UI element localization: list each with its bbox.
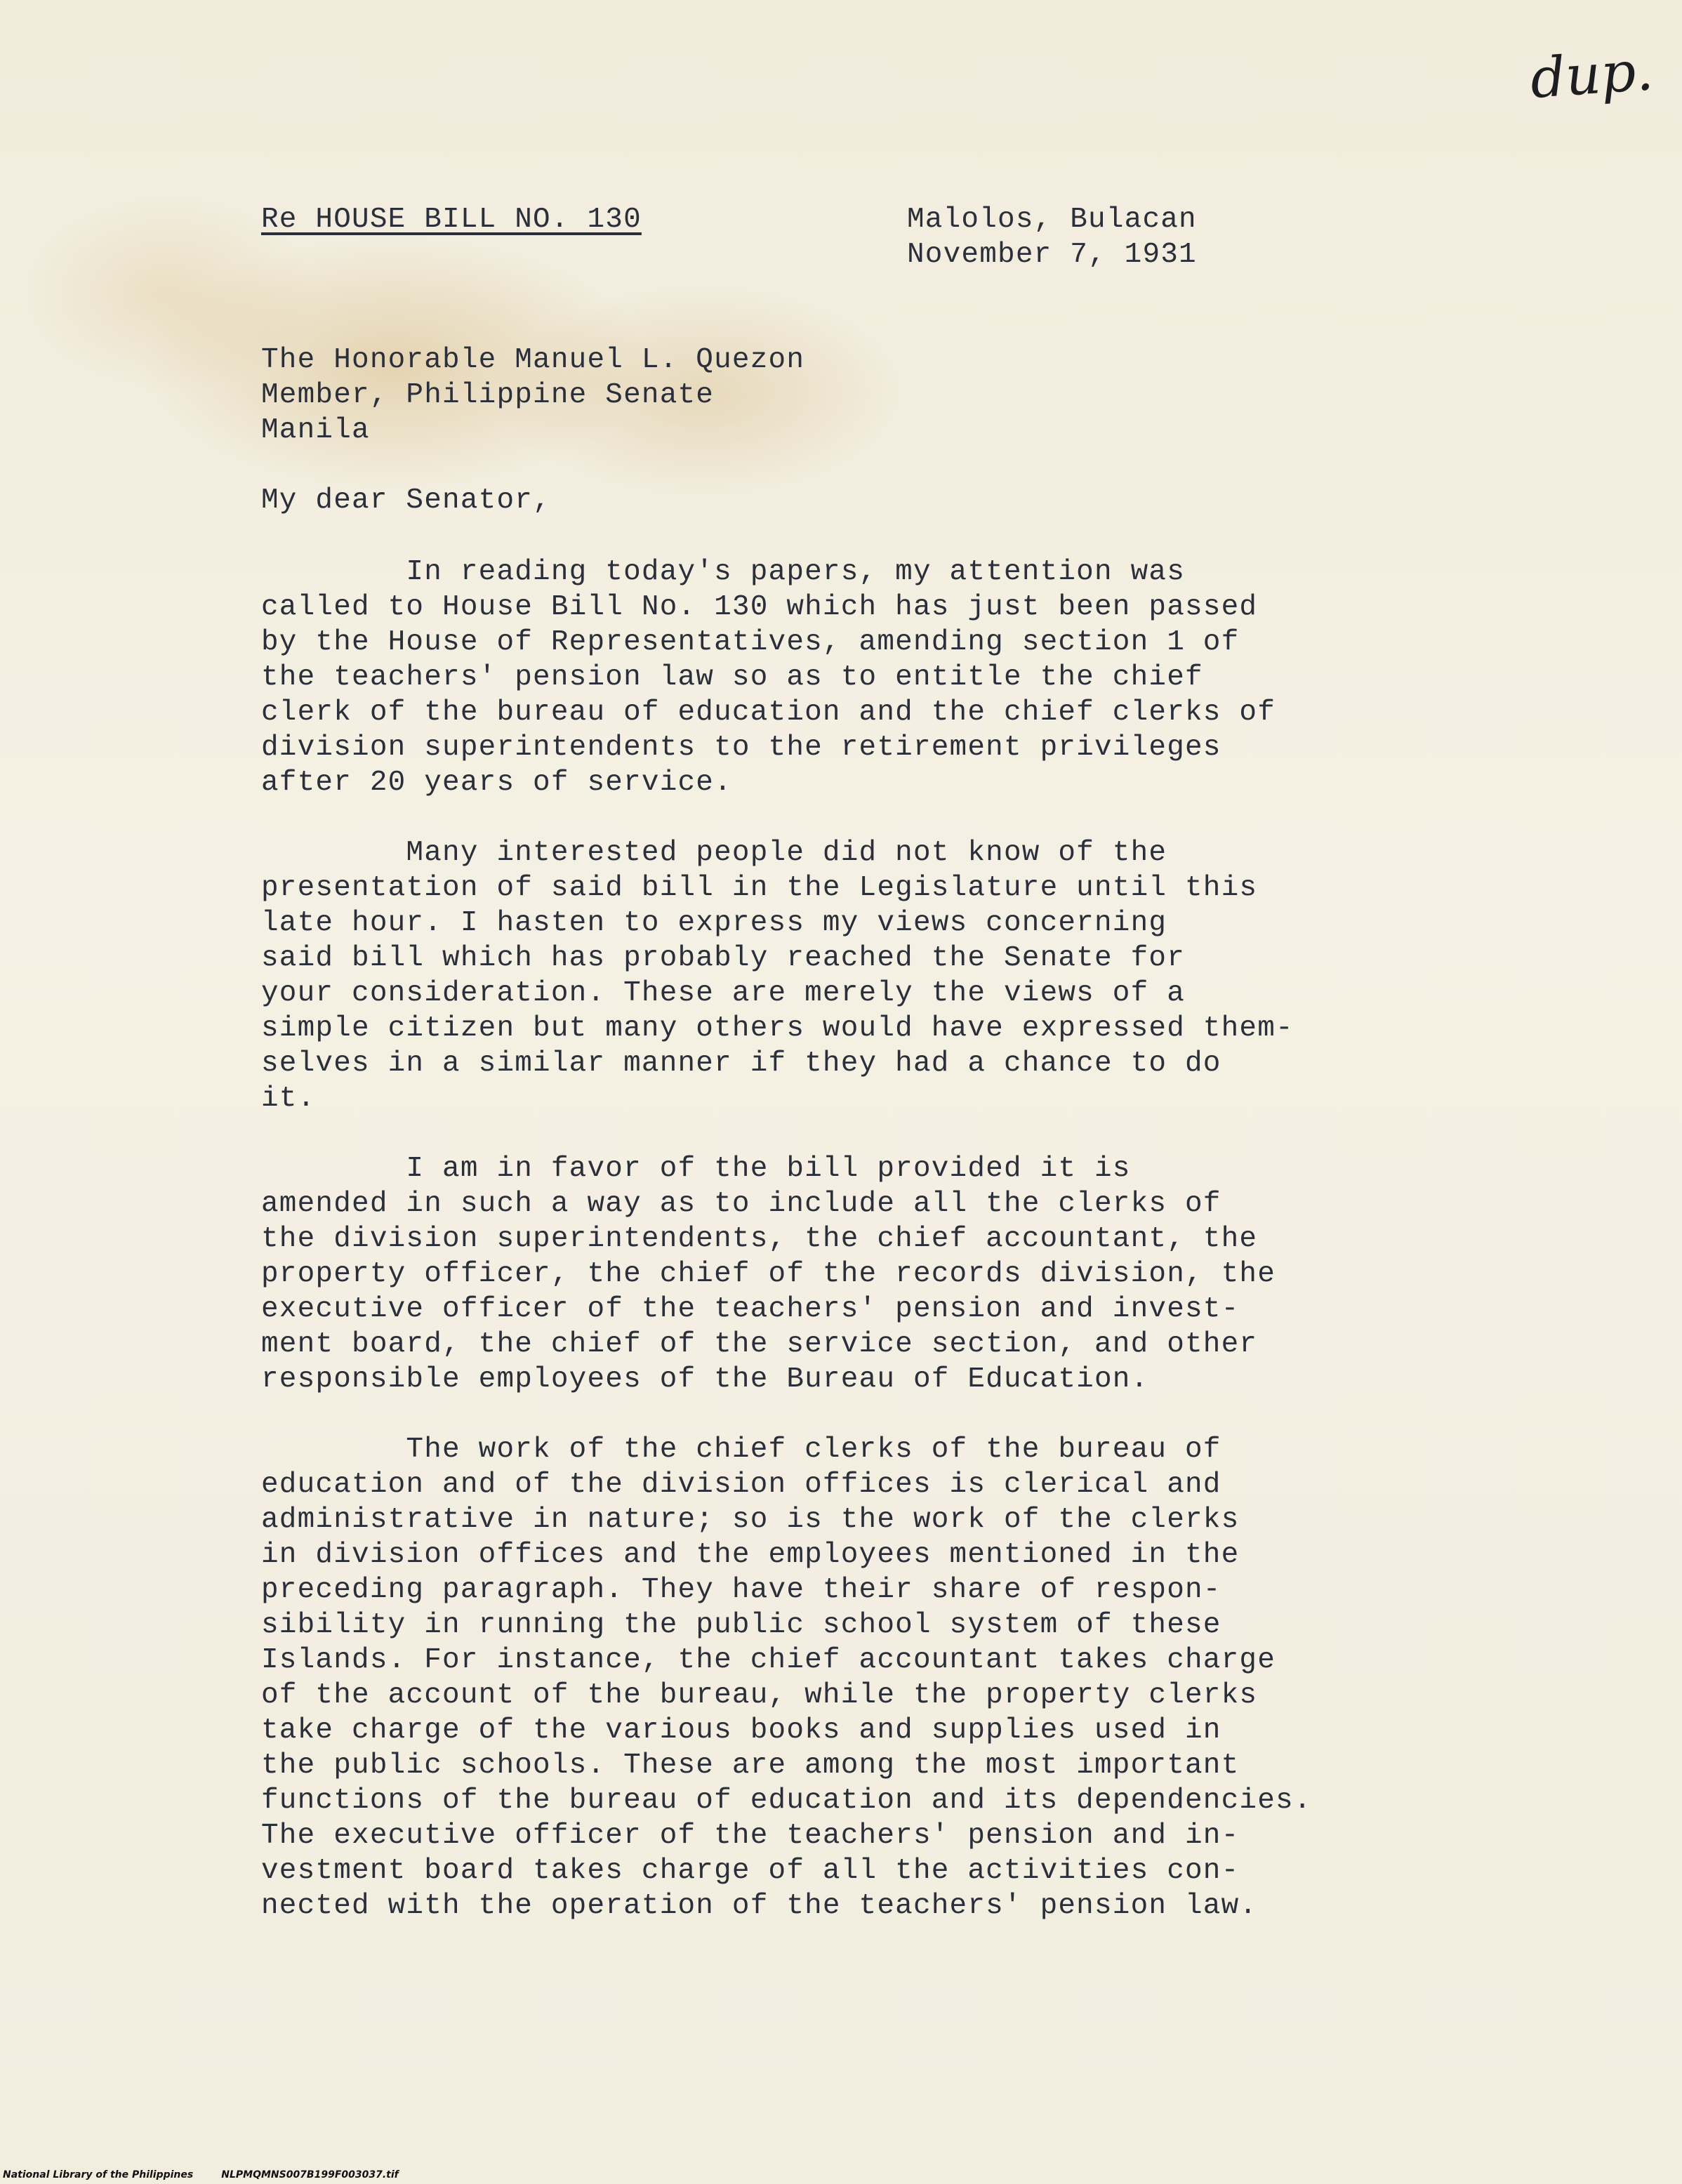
- addressee-line: Manila: [261, 414, 370, 446]
- paragraph-line: preceding paragraph. They have their share of respon-: [261, 1574, 1221, 1606]
- paragraph-line: In reading today's papers, my attention was: [261, 556, 1186, 588]
- paragraph-line: The executive officer of the teachers' pension and in-: [261, 1820, 1240, 1852]
- paragraph-line: clerk of the bureau of education and the chief clerks of: [261, 696, 1276, 729]
- paragraph-line: take charge of the various books and supplies used in: [261, 1714, 1221, 1747]
- paragraph-line: after 20 years of service.: [261, 767, 732, 799]
- paragraph-line: the teachers' pension law so as to entitle the chief: [261, 661, 1203, 694]
- paragraph-line: Islands. For instance, the chief accountant takes charge: [261, 1644, 1276, 1676]
- paragraph-line: amended in such a way as to include all the clerks of: [261, 1188, 1221, 1220]
- paragraph-line: ment board, the chief of the service section, and other: [261, 1328, 1258, 1361]
- paragraph-line: said bill which has probably reached the Senate for: [261, 942, 1186, 974]
- paragraph-line: Many interested people did not know of the: [261, 837, 1167, 869]
- archive-footer: [3, 2169, 399, 2180]
- footer-library: National Library of the Philippines: [3, 2169, 194, 2180]
- paragraph-line: the public schools. These are among the most important: [261, 1749, 1240, 1782]
- letter-place: Malolos, Bulacan: [907, 204, 1197, 236]
- handwritten-note: dup.: [1528, 39, 1655, 111]
- body-paragraph-2: [261, 835, 1314, 1116]
- body-paragraph-4: [261, 1432, 1314, 1924]
- letter-date: November 7, 1931: [907, 239, 1197, 271]
- paragraph-line: property officer, the chief of the records division, the: [261, 1258, 1276, 1290]
- paragraph-line: executive officer of the teachers' pension and invest-: [261, 1293, 1240, 1325]
- body-paragraph-1: [261, 555, 1314, 800]
- paragraph-line: administrative in nature; so is the work of the clerks: [261, 1504, 1240, 1536]
- paragraph-line: the division superintendents, the chief accountant, the: [261, 1223, 1258, 1255]
- paragraph-line: responsible employees of the Bureau of Education.: [261, 1363, 1149, 1396]
- footer-file-id: NLPMQMNS007B199F003037.tif: [221, 2169, 399, 2180]
- salutation: My dear Senator,: [261, 484, 551, 517]
- paragraph-line: selves in a similar manner if they had a chance to do: [261, 1047, 1221, 1080]
- addressee-line: The Honorable Manuel L. Quezon: [261, 344, 805, 376]
- paragraph-line: sibility in running the public school system of these: [261, 1609, 1221, 1641]
- addressee-line: Member, Philippine Senate: [261, 379, 715, 411]
- paragraph-line: education and of the division offices is clerical and: [261, 1469, 1221, 1501]
- paragraph-line: of the account of the bureau, while the property clerks: [261, 1679, 1258, 1712]
- paragraph-line: vestment board takes charge of all the activities con-: [261, 1855, 1240, 1887]
- paragraph-line: nected with the operation of the teachers' pension law.: [261, 1890, 1258, 1922]
- paragraph-line: division superintendents to the retirement privileges: [261, 732, 1221, 764]
- letter-subject: Re HOUSE BILL NO. 130: [261, 204, 642, 236]
- paragraph-line: by the House of Representatives, amending section 1 of: [261, 626, 1240, 658]
- paragraph-line: simple citizen but many others would have expressed them-: [261, 1012, 1294, 1045]
- paragraph-line: I am in favor of the bill provided it is: [261, 1153, 1131, 1185]
- paragraph-line: called to House Bill No. 130 which has just been passed: [261, 591, 1258, 623]
- paragraph-line: late hour. I hasten to express my views concerning: [261, 907, 1167, 939]
- paragraph-line: it.: [261, 1083, 316, 1115]
- paragraph-line: presentation of said bill in the Legislature until this: [261, 872, 1258, 904]
- paragraph-line: in division offices and the employees mentioned in the: [261, 1539, 1240, 1571]
- paragraph-line: functions of the bureau of education and its dependencies.: [261, 1785, 1312, 1817]
- body-paragraph-3: [261, 1151, 1314, 1397]
- paragraph-line: The work of the chief clerks of the bureau of: [261, 1434, 1221, 1466]
- paragraph-line: your consideration. These are merely the views of a: [261, 977, 1186, 1010]
